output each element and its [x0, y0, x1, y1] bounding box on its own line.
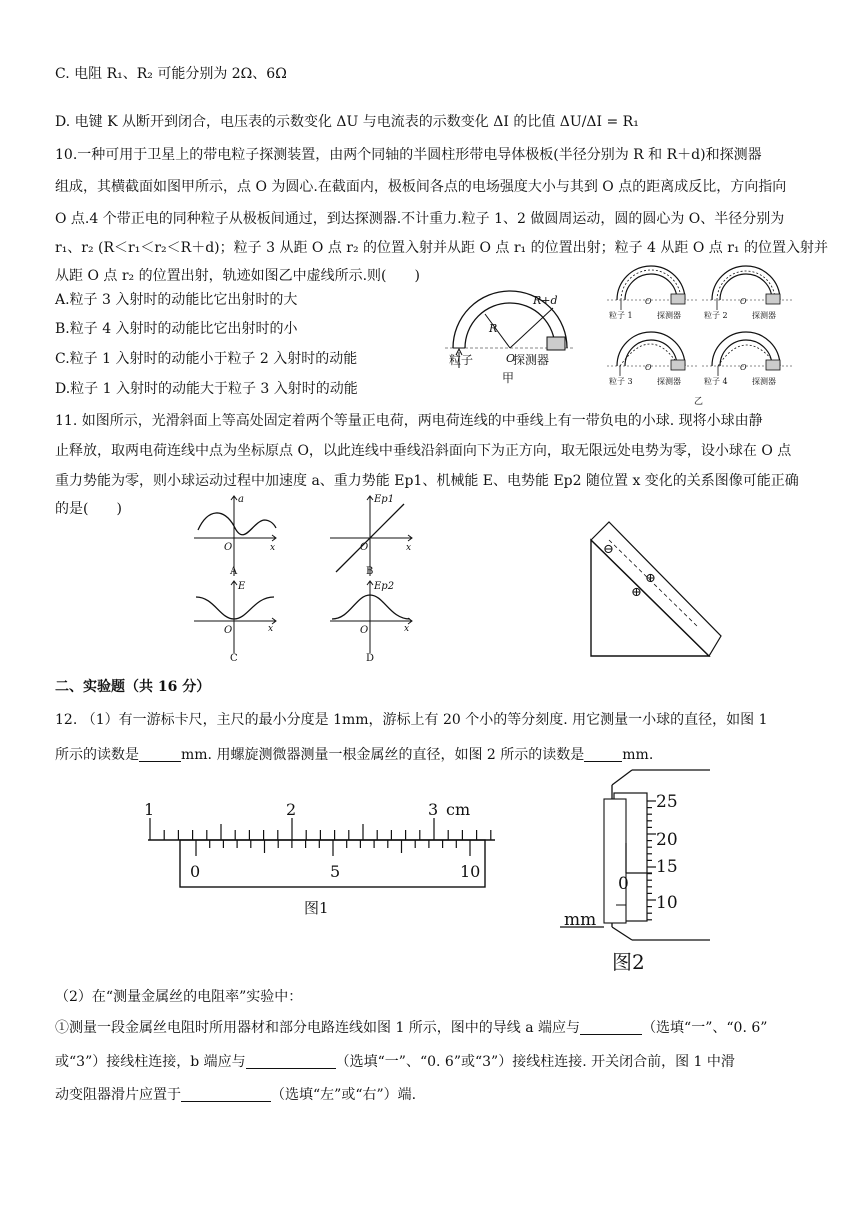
graph-a-xlabel: x: [270, 543, 276, 553]
main-unit-cm: cm: [446, 800, 471, 819]
q11-line-1: 11. 如图所示，光滑斜面上等高处固定着两个等量正电荷，两电荷连线的中垂线上有一带负电的小球. 现将小球由静: [55, 413, 763, 429]
q10-option-a: A.粒子 3 入射时的动能比它出射时的大: [55, 292, 298, 308]
q10-option-b: B.粒子 4 入射时的动能比它出射时的小: [55, 321, 298, 337]
q12-part2-title: （2）在“测量金属丝的电阻率”实验中：: [55, 989, 303, 1005]
q10-line-5: 从距 O 点 r₂ 的位置出射，轨迹如图乙中虚线所示.则( ): [55, 268, 420, 284]
answer-blank-b-end[interactable]: [246, 1054, 336, 1069]
sleeve-label-0: 0: [618, 874, 629, 894]
yi-panel-4-o: O: [740, 363, 747, 372]
yi-panel-1-particle: 粒子 1: [609, 311, 633, 320]
yi-panel-3-o: O: [645, 363, 652, 372]
main-label-3: 3: [428, 800, 439, 819]
q12-line-2c: mm.: [622, 747, 654, 763]
graph-c-origin: O: [224, 625, 233, 636]
label-o: O: [506, 352, 516, 365]
graph-d: [326, 575, 416, 665]
graph-b-ylabel: Ep1: [374, 494, 395, 505]
yi-panel-3-particle: 粒子 3: [609, 377, 633, 386]
graph-b-origin: O: [360, 542, 369, 553]
graph-b-letter: B: [366, 566, 374, 577]
q12-part2-line-1: [55, 1018, 767, 1038]
option-d-q9: D. 电键 K 从断开到闭合，电压表的示数变化 ΔU 与电流表的示数变化 ΔI 的比值 ΔU/ΔI = R₁: [55, 114, 639, 130]
q12-part2-line-2b: （选填“一”、“0. 6”或“3”）接线柱连接. 开关闭合前，图 1 中滑: [335, 1054, 735, 1070]
q12-part2-line-2: [55, 1052, 735, 1072]
yi-panel-2-detector: 探测器: [752, 311, 776, 320]
label-detector: 探测器: [513, 353, 550, 367]
yi-panel-3: [607, 332, 697, 386]
answer-blank-slider[interactable]: [181, 1087, 271, 1102]
q12-line-2a: 所示的读数是: [55, 747, 139, 763]
figure-jia: [445, 290, 575, 385]
q12-line-2b: mm. 用螺旋测微器测量一根金属丝的直径，如图 2 所示的读数是: [181, 747, 585, 763]
yi-panel-2: [702, 266, 792, 320]
yi-panel-1: [607, 266, 697, 320]
q10-line-1: 10.一种可用于卫星上的带电粒子探测装置，由两个同轴的半圆柱形带电导体极板(半径分别为 R 和 R＋d)和探测器: [55, 147, 762, 163]
graph-a-ylabel: a: [238, 494, 244, 505]
q10-option-d: D.粒子 1 入射时的动能大于粒子 3 入射时的动能: [55, 381, 358, 397]
vernier-label-5: 5: [330, 862, 341, 881]
q10-option-c: C.粒子 1 入射时的动能小于粒子 2 入射时的动能: [55, 351, 358, 367]
graph-b: [326, 490, 416, 580]
answer-blank-micrometer[interactable]: [584, 747, 622, 762]
graph-b-xlabel: x: [406, 543, 412, 553]
graph-c-letter: C: [230, 653, 238, 664]
q12-part2-line-3b: （选填“左”或“右”）端.: [271, 1087, 417, 1103]
label-particle: 粒子: [449, 353, 474, 367]
yi-panel-1-detector: 探测器: [657, 311, 681, 320]
caption-yi: 乙: [694, 397, 704, 406]
main-label-1: 1: [144, 800, 155, 819]
q12-part2-line-3a: 动变阻器滑片应置于: [55, 1087, 181, 1103]
yi-panel-2-particle: 粒子 2: [704, 311, 728, 320]
q10-line-4: r₁、r₂ (R＜r₁＜r₂＜R＋d)；粒子 3 从距 O 点 r₂ 的位置入射并从距 O 点 r₁ 的位置出射；粒子 4 从距 O 点 r₁ 的位置入射并: [55, 240, 828, 256]
thimble-label-25: 25: [656, 792, 678, 812]
vernier-caliper-figure: [140, 795, 500, 930]
q11-line-4: 的是( ): [55, 501, 122, 517]
q10-line-2: 组成，其横截面如图甲所示，点 O 为圆心.在截面内，极板间各点的电场强度大小与其到 O 点的距离成反比，方向指向: [55, 179, 787, 195]
graph-c: [190, 575, 280, 665]
q12-part2-line-2a: 或“3”）接线柱连接，b 端应与: [55, 1054, 246, 1070]
positive-charge-2: ⊕: [631, 585, 642, 600]
graph-a-origin: O: [224, 542, 233, 553]
label-r: R: [489, 322, 498, 335]
q11-line-3: 重力势能为零，则小球运动过程中加速度 a、重力势能 Ep1、机械能 E、电势能 Ep2 随位置 x 变化的关系图像可能正确: [55, 473, 799, 489]
yi-panel-4-particle: 粒子 4: [704, 377, 728, 386]
incline-figure: [575, 510, 725, 670]
answer-blank-a-end[interactable]: [580, 1020, 642, 1035]
q12-line-2: [55, 745, 653, 765]
negative-charge-ball: ⊖: [603, 542, 614, 557]
q12-line-1: 12. （1）有一游标卡尺，主尺的最小分度是 1mm，游标上有 20 个小的等分刻度. 用它测量一小球的直径，如图 1: [55, 712, 768, 728]
option-c-q9: C. 电阻 R₁、R₂ 可能分别为 2Ω、6Ω: [55, 66, 287, 82]
section-2-heading: 二、实验题（共 16 分）: [55, 679, 211, 695]
graph-c-ylabel: E: [238, 581, 246, 592]
q10-line-3: O 点.4 个带正电的同种粒子从极板间通过，到达探测器.不计重力.粒子 1、2 做圆周运动，圆的圆心为 O、半径分别为: [55, 211, 785, 227]
vernier-label-0: 0: [190, 862, 201, 881]
graph-a: [190, 490, 280, 580]
vernier-label-10: 10: [460, 862, 481, 881]
caption-jia: 甲: [502, 371, 515, 385]
yi-panel-4-detector: 探测器: [752, 377, 776, 386]
yi-panel-3-detector: 探测器: [657, 377, 681, 386]
q12-part2-line-1a: ①测量一段金属丝电阻时所用器材和部分电路连线如图 1 所示，图中的导线 a 端应与: [55, 1020, 581, 1036]
label-r-plus-d: R+d: [533, 294, 558, 307]
yi-panel-4: [702, 332, 792, 386]
micrometer-unit-mm: mm: [564, 910, 597, 930]
graph-c-xlabel: x: [268, 624, 274, 634]
graph-a-letter: A: [230, 566, 238, 577]
graph-d-letter: D: [366, 653, 375, 664]
answer-blank-caliper[interactable]: [139, 747, 181, 762]
positive-charge-1: ⊕: [645, 571, 656, 586]
graph-d-ylabel: Ep2: [374, 581, 395, 592]
thimble-label-15: 15: [656, 857, 678, 877]
q12-part2-line-1b: （选填“一”、“0. 6”: [642, 1020, 768, 1036]
yi-panel-2-o: O: [740, 297, 747, 306]
graph-d-xlabel: x: [404, 624, 410, 634]
caption-fig2: 图2: [612, 950, 645, 974]
graph-d-origin: O: [360, 625, 369, 636]
micrometer-figure: [560, 765, 720, 980]
figure-yi: [600, 258, 800, 406]
caption-fig1: 图1: [304, 899, 329, 917]
main-label-2: 2: [286, 800, 297, 819]
thimble-label-20: 20: [656, 830, 678, 850]
yi-panel-1-o: O: [645, 297, 652, 306]
thimble-label-10: 10: [656, 893, 678, 913]
q12-part2-line-3: [55, 1085, 416, 1105]
q11-line-2: 止释放，取两电荷连线中点为坐标原点 O，以此连线中垂线沿斜面向下为正方向，取无限远处电势为零，设小球在 O 点: [55, 443, 792, 459]
